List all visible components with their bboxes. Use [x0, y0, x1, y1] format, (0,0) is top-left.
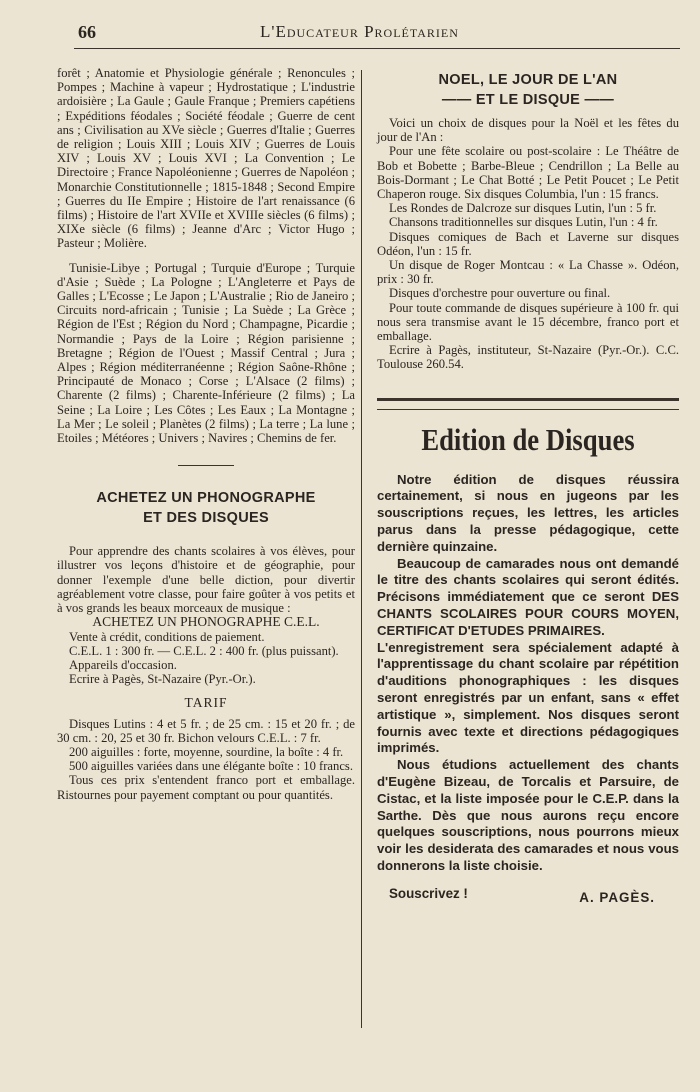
phonograph-intro: Pour apprendre des chants scolaires à vos élèves, pour illustrer vos leçons d'histoire et de géographie, pour donner l'exemple d'une belle diction, pour divertir agréablement votre classe, pour faire goûter à vos petits et à vos grands les beaux morceaux de musique : [57, 544, 355, 616]
films-list-geography: Tunisie-Libye ; Portugal ; Turquie d'Europe ; Turquie d'Asie ; Suède ; La Pologne ; L'Angleterre et Pays de Galles ; L'Ecosse ; Le Japon ; L'Australie ; Rio de Janeiro ; Circuits nord-africain ; Tunisie ; La Suède ; La Grèce ; Région de l'Est ; Région du Nord ; Champagne, Picardie ; Normandie ; Pays de la Loire ; Région parisienne ; Bretagne ; Région de l'Ouest ; Massif Central ; Jura ; Alpes ; Région méditerranéenne ; Région Saône-Rhône ; Principauté de Monaco ; Corse ; L'Alsace (2 films) ; Charente (2 films) ; Charente-Inférieure (2 films) ; La Seine ; La Loire ; Les Côtes ; Les Eaux ; La Montagne ; La Mer ; Le soleil ; Planètes (2 films) ; La terre ; La lune ; Etoiles ; Météores ; Univers ; Navires ; Chemins de fer. [57, 260, 355, 446]
noel-comic: Disques comiques de Bach et Laverne sur disques Odéon, l'un : 15 fr. [377, 229, 679, 258]
edition-paragraph: Beaucoup de camarades nous ont demandé le titre des chants scolaires qui seront édités. Précisons immédiatement que ce seront DES CHANTS SCOLAIRES POUR COURS MOYEN, CERTIFICAT D'ETUDES PRIMAIRES. [377, 555, 679, 638]
phonograph-prices: C.E.L. 1 : 300 fr. — C.E.L. 2 : 400 fr. (plus puissant). [69, 643, 339, 658]
noel-traditional: Chansons traditionnelles sur disques Lutin, l'un : 4 fr. [389, 215, 658, 230]
noel-orchestra: Disques d'orchestre pour ouverture ou final. [389, 286, 611, 301]
tarif-needles: 200 aiguilles : forte, moyenne, sourdine, la boîte : 4 fr. [69, 744, 344, 759]
noel-montcau: Un disque de Roger Montcau : « La Chasse ». Odéon, prix : 30 fr. [377, 258, 679, 287]
tarif-conditions: Tous ces prix s'entendent franco port et emballage. Ristournes pour payement comptant ou pour quantités. [57, 773, 355, 802]
journal-title: L'Educateur Prolétarien [260, 22, 459, 41]
page-number: 66 [78, 22, 96, 42]
edition-paragraph: Nous étudions actuellement des chants d'Eugène Bizeau, de Torcalis et Parsuire, de Cistac, et la liste imposée pour le C.E.P. dans la Sarthe. Dès que nous aurons reçu encore quelques souscriptions, nous pourrons mieux voir les desiderata des camarades et nous vous donnerons la liste choisie. [377, 757, 679, 873]
phonograph-contact: Ecrire à Pagès, St-Nazaire (Pyr.-Or.). [69, 672, 256, 687]
section-rule-thick [377, 398, 679, 401]
edition-title: Edition de Disques [421, 421, 635, 457]
edition-body [377, 472, 679, 875]
phonograph-heading: ACHETEZ UN PHONOGRAPHE ET DES DISQUES [96, 490, 316, 527]
edition-paragraph: Notre édition de disques réussira certainement, si nous en jugeons par les souscriptions reçues, les lettres, les articles parus dans la presse pédagogique, cette dernière quinzaine. [377, 471, 679, 554]
right-column [377, 66, 679, 907]
films-list-history: forêt ; Anatomie et Physiologie générale ; Renoncules ; Pompes ; Machine à vapeur ; Hydrostatique ; L'industrie ardoisière ; La Gaule ; Gaule Franque ; Premiers capétiens ; Expéditions féodales ; Société féodale ; Guerre de cent ans ; Civilisation au XVe siècle ; Guerres d'Italie ; Guerres de religion ; Louis XIII ; Louis XIV ; Guerres de Louis XIV ; Louis XV ; Louis XVI ; La Convention ; Le Directoire ; France Napoléonienne ; Guerres de Napoléon ; Monarchie Constitutionnelle ; 1815-1848 ; Second Empire ; Guerres du IIe Empire ; Histoire de l'art renaissance (6 films) ; Histoire de l'art XVIIe et XVIIIe siècles (6 films) ; XIXe siècle (6 films) ; Jeanne d'Arc ; Victor Hugo ; Pasteur ; Molière. [57, 66, 355, 251]
noel-intro: Voici un choix de disques pour la Noël et les fêtes du jour de l'An : [377, 116, 679, 145]
column-divider [361, 70, 362, 1028]
noel-dalcroze: Les Rondes de Dalcroze sur disques Lutin, l'un : 5 fr. [389, 201, 657, 216]
noel-school-party: Pour une fête scolaire ou post-scolaire : Le Théâtre de Bob et Bobette ; Barbe-Bleue ; Cendrillon ; La Belle au Bois-Dormant ; Le Chat Botté ; Le Petit Poucet ; Le Petit Chaperon rouge. Six disques Columbia, l'un : 15 francs. [377, 144, 679, 202]
phonograph-call: ACHETEZ UN PHONOGRAPHE C.E.L. [92, 614, 320, 630]
left-column [57, 66, 355, 802]
phonograph-credit: Vente à crédit, conditions de paiement. [69, 629, 265, 644]
page-header [74, 18, 680, 49]
tarif-needles-box: 500 aiguilles variées dans une élégante boîte : 10 francs. [69, 759, 353, 774]
signoff-author: A. PAGÈS. [579, 889, 655, 905]
tarif-title: TARIF [184, 695, 228, 711]
signoff [377, 887, 679, 907]
section-divider [178, 465, 234, 466]
section-rule-thin [377, 409, 679, 410]
signoff-call: Souscrivez ! [389, 885, 468, 901]
edition-paragraph: L'enregistrement sera spécialement adapté à l'apprentissage du chant scolaire par répétition d'auditions phonographiques : les disques seront enregistrés par un enfant, sans « effet artistique », simplement. Nos disques seront fournis avec texte et directions pédagogiques imprimés. [377, 639, 679, 756]
noel-order-offer: Pour toute commande de disques supérieure à 100 fr. qui nous sera transmise avant le 15 décembre, franco port et emballage. [377, 300, 679, 344]
phonograph-used: Appareils d'occasion. [69, 657, 177, 672]
noel-contact: Ecrire à Pagès, instituteur, St-Nazaire (Pyr.-Or.). C.C. Toulouse 260.54. [377, 343, 679, 372]
tarif-records: Disques Lutins : 4 et 5 fr. ; de 25 cm. : 15 et 20 fr. ; de 30 cm. : 20, 25 et 30 fr. Bichon velours C.E.L. : 7 fr. [57, 716, 355, 745]
noel-heading: NOEL, LE JOUR DE L'AN —— ET LE DISQUE —— [438, 72, 618, 108]
